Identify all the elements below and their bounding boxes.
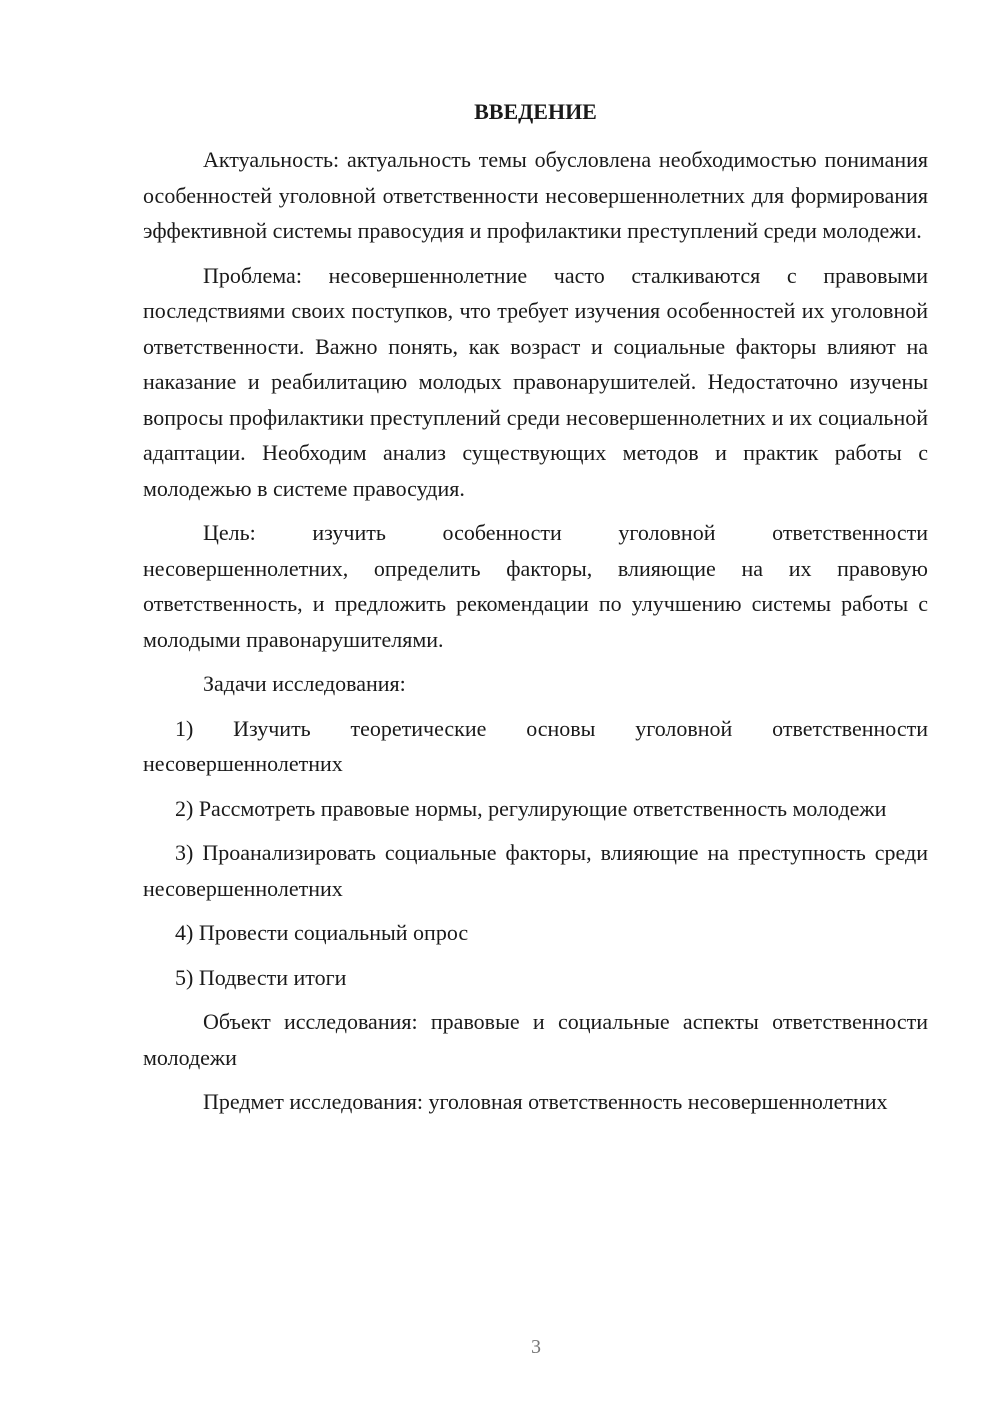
subject-paragraph: Предмет исследования: уголовная ответственность несовершеннолетних <box>203 1089 888 1114</box>
page-title: ВВЕДЕНИЕ <box>474 99 597 124</box>
task-item-5: 5) Подвести итоги <box>175 964 347 990</box>
page-content <box>143 94 928 1120</box>
task-item-3: 3) Проанализировать социальные факторы, влияющие на преступность среди несовершеннолетних <box>143 840 928 901</box>
task-item-2: 2) Рассмотреть правовые нормы, регулирующие ответственность молодежи <box>175 795 887 821</box>
task-item-1: 1) Изучить теоретические основы уголовной ответственности несовершеннолетних <box>143 715 928 776</box>
goal-paragraph: Цель: изучить особенности уголовной ответственности несовершеннолетних, определить факторы, влияющие на их правовую ответственность, и предложить рекомендации по улучшению системы работы с молодыми правонарушителями. <box>143 520 928 652</box>
object-paragraph: Объект исследования: правовые и социальные аспекты ответственности молодежи <box>143 1009 928 1070</box>
tasks-heading: Задачи исследования: <box>203 671 406 696</box>
task-item-4: 4) Провести социальный опрос <box>175 920 469 945</box>
relevance-paragraph: Актуальность: актуальность темы обусловлена необходимостью понимания особенностей уголовной ответственности несовершеннолетних для формирования эффективной системы правосудия и профилактики преступлений среди молодежи. <box>143 147 928 243</box>
problem-paragraph: Проблема: несовершеннолетние часто сталкиваются с правовыми последствиями своих поступков, что требует изучения особенностей их уголовной ответственности. Важно понять, как возраст и социальные факторы влияют на наказание и реабилитацию молодых правонарушителей. Недостаточно изучены вопросы профилактики преступлений среди несовершеннолетних и их социальной адаптации. Необходим анализ существующих методов и практик работы с молодежью в системе правосудия. <box>143 262 928 501</box>
page-number: 3 <box>531 1336 541 1358</box>
